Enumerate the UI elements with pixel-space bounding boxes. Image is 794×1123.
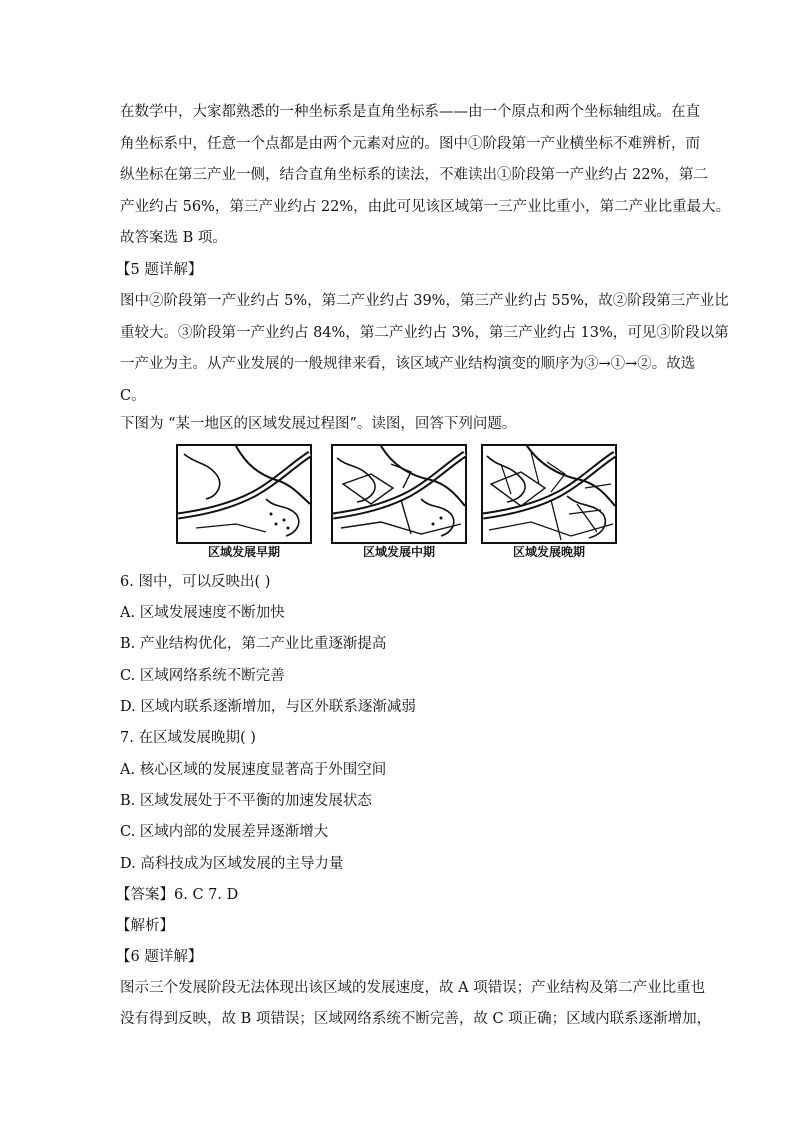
analysis-heading: 【解析】 [116,918,174,934]
question-7-stem: 7. 在区域发展晚期( ) [120,730,256,746]
question-6-stem: 6. 图中，可以反映出( ) [120,574,271,590]
paragraph-line: 图示三个发展阶段无法体现出该区域的发展速度，故 A 项错误；产业结构及第二产业比重也 [120,980,706,996]
map-panel-early [176,444,312,562]
paragraph-line: 产业约占 56%，第三产业约占 22%，由此可见该区域第一三产业比重小，第二产业比重最大。 [120,199,731,215]
paragraph-line: 图中②阶段第一产业约占 5%，第二产业约占 39%，第三产业约占 55%，故②阶段第三产业比 [120,293,729,309]
question-7-option-c: C. 区域内部的发展差异逐渐增大 [120,824,329,840]
answer-line: 【答案】6. C 7. D [116,887,239,903]
question-7-option-d: D. 高科技成为区域发展的主导力量 [120,856,344,872]
map-panel-middle [331,444,467,562]
question-6-option-b: B. 产业结构优化，第二产业比重逐渐提高 [120,636,387,652]
paragraph-line: 重较大。③阶段第一产业约占 84%，第二产业约占 3%，第三产业约占 13%，可见③阶段以第 [120,325,729,341]
map-panel-late [481,444,617,562]
paragraph-line: 一产业为主。从产业发展的一般规律来看，该区域产业结构演变的顺序为③→①→②。故选 [120,356,696,372]
paragraph-line: 没有得到反映，故 B 项错误；区域网络系统不断完善，故 C 项正确；区域内联系逐渐增加， [120,1011,712,1027]
section-heading-6: 【6 题详解】 [116,949,203,965]
panel-caption: 区域发展早期 [207,545,280,559]
paragraph-line: 角坐标系中，任意一个点都是由两个元素对应的。图中①阶段第一产业横坐标不难辨析，而 [120,136,700,152]
regional-development-figure [176,444,621,564]
paragraph-line: C。 [120,388,146,404]
question-7-option-a: A. 核心区域的发展速度显著高于外围空间 [120,762,387,778]
question-6-option-d: D. 区域内联系逐渐增加，与区外联系逐渐减弱 [120,699,416,715]
paragraph-line: 纵坐标在第三产业一侧，结合直角坐标系的读法，不难读出①阶段第一产业约占 22%，第二 [120,167,708,183]
panel-caption: 区域发展中期 [362,545,435,559]
paragraph-line: 在数学中，大家都熟悉的一种坐标系是直角坐标系——由一个原点和两个坐标轴组成。在直 [120,104,700,120]
question-6-option-a: A. 区域发展速度不断加快 [120,605,285,621]
panel-caption: 区域发展晚期 [512,545,585,559]
figure-intro: 下图为 “某一地区的区域发展过程图”。读图，回答下列问题。 [120,416,517,432]
paragraph-line: 故答案选 B 项。 [120,230,227,246]
question-6-option-c: C. 区域网络系统不断完善 [120,668,285,684]
question-7-option-b: B. 区域发展处于不平衡的加速发展状态 [120,793,372,809]
section-heading-5: 【5 题详解】 [116,262,203,278]
